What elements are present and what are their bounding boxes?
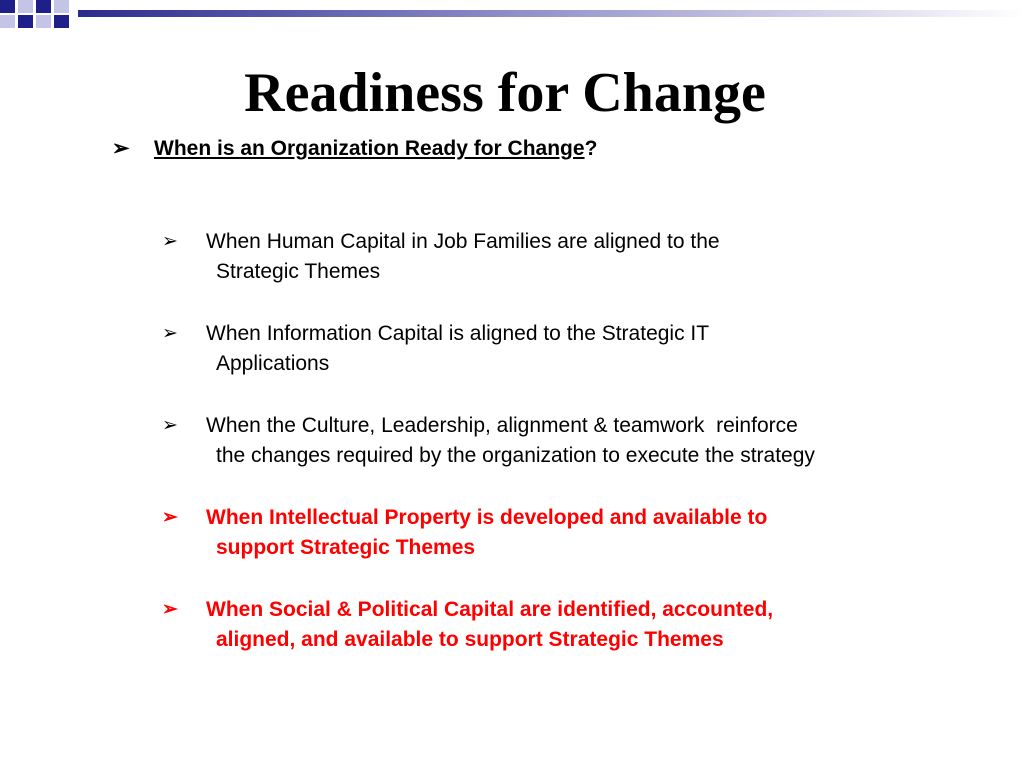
slide-title: Readiness for Change [244,62,766,124]
bullet-text-line: When Social & Political Capital are identified, accounted, [206,598,774,621]
bullet-text-line: When Information Capital is aligned to the Strategic IT [206,322,710,345]
bullet-text-line: Applications [216,352,330,375]
checker-squares-icon [0,0,69,28]
arrow-bullet-icon: ➢ [162,507,178,528]
arrow-bullet-icon: ➢ [162,599,178,620]
bullet-text-line: aligned, and available to support Strategic Themes [216,628,724,651]
header-decoration [0,0,1024,30]
main-question-underlined: When is an Organization Ready for Change [154,137,585,160]
main-question-suffix: ? [584,137,598,160]
bullet-text-line: the changes required by the organization to execute the strategy [216,444,815,467]
main-question-text [154,134,597,164]
bullet-text-line: When the Culture, Leadership, alignment & teamwork reinforce [206,414,798,437]
header-gradient-band [78,10,1024,17]
bullet-text-line: When Human Capital in Job Families are aligned to the [206,230,720,253]
bullet-text-line: When Intellectual Property is developed and available to [206,506,768,529]
arrow-bullet-icon: ➢ [162,231,178,252]
arrow-bullet-icon: ➢ [162,415,178,436]
arrow-bullet-icon: ➢ [112,137,130,160]
bullet-text-line: support Strategic Themes [216,536,476,559]
arrow-bullet-icon: ➢ [162,323,178,344]
bullet-text-line: Strategic Themes [216,260,381,283]
